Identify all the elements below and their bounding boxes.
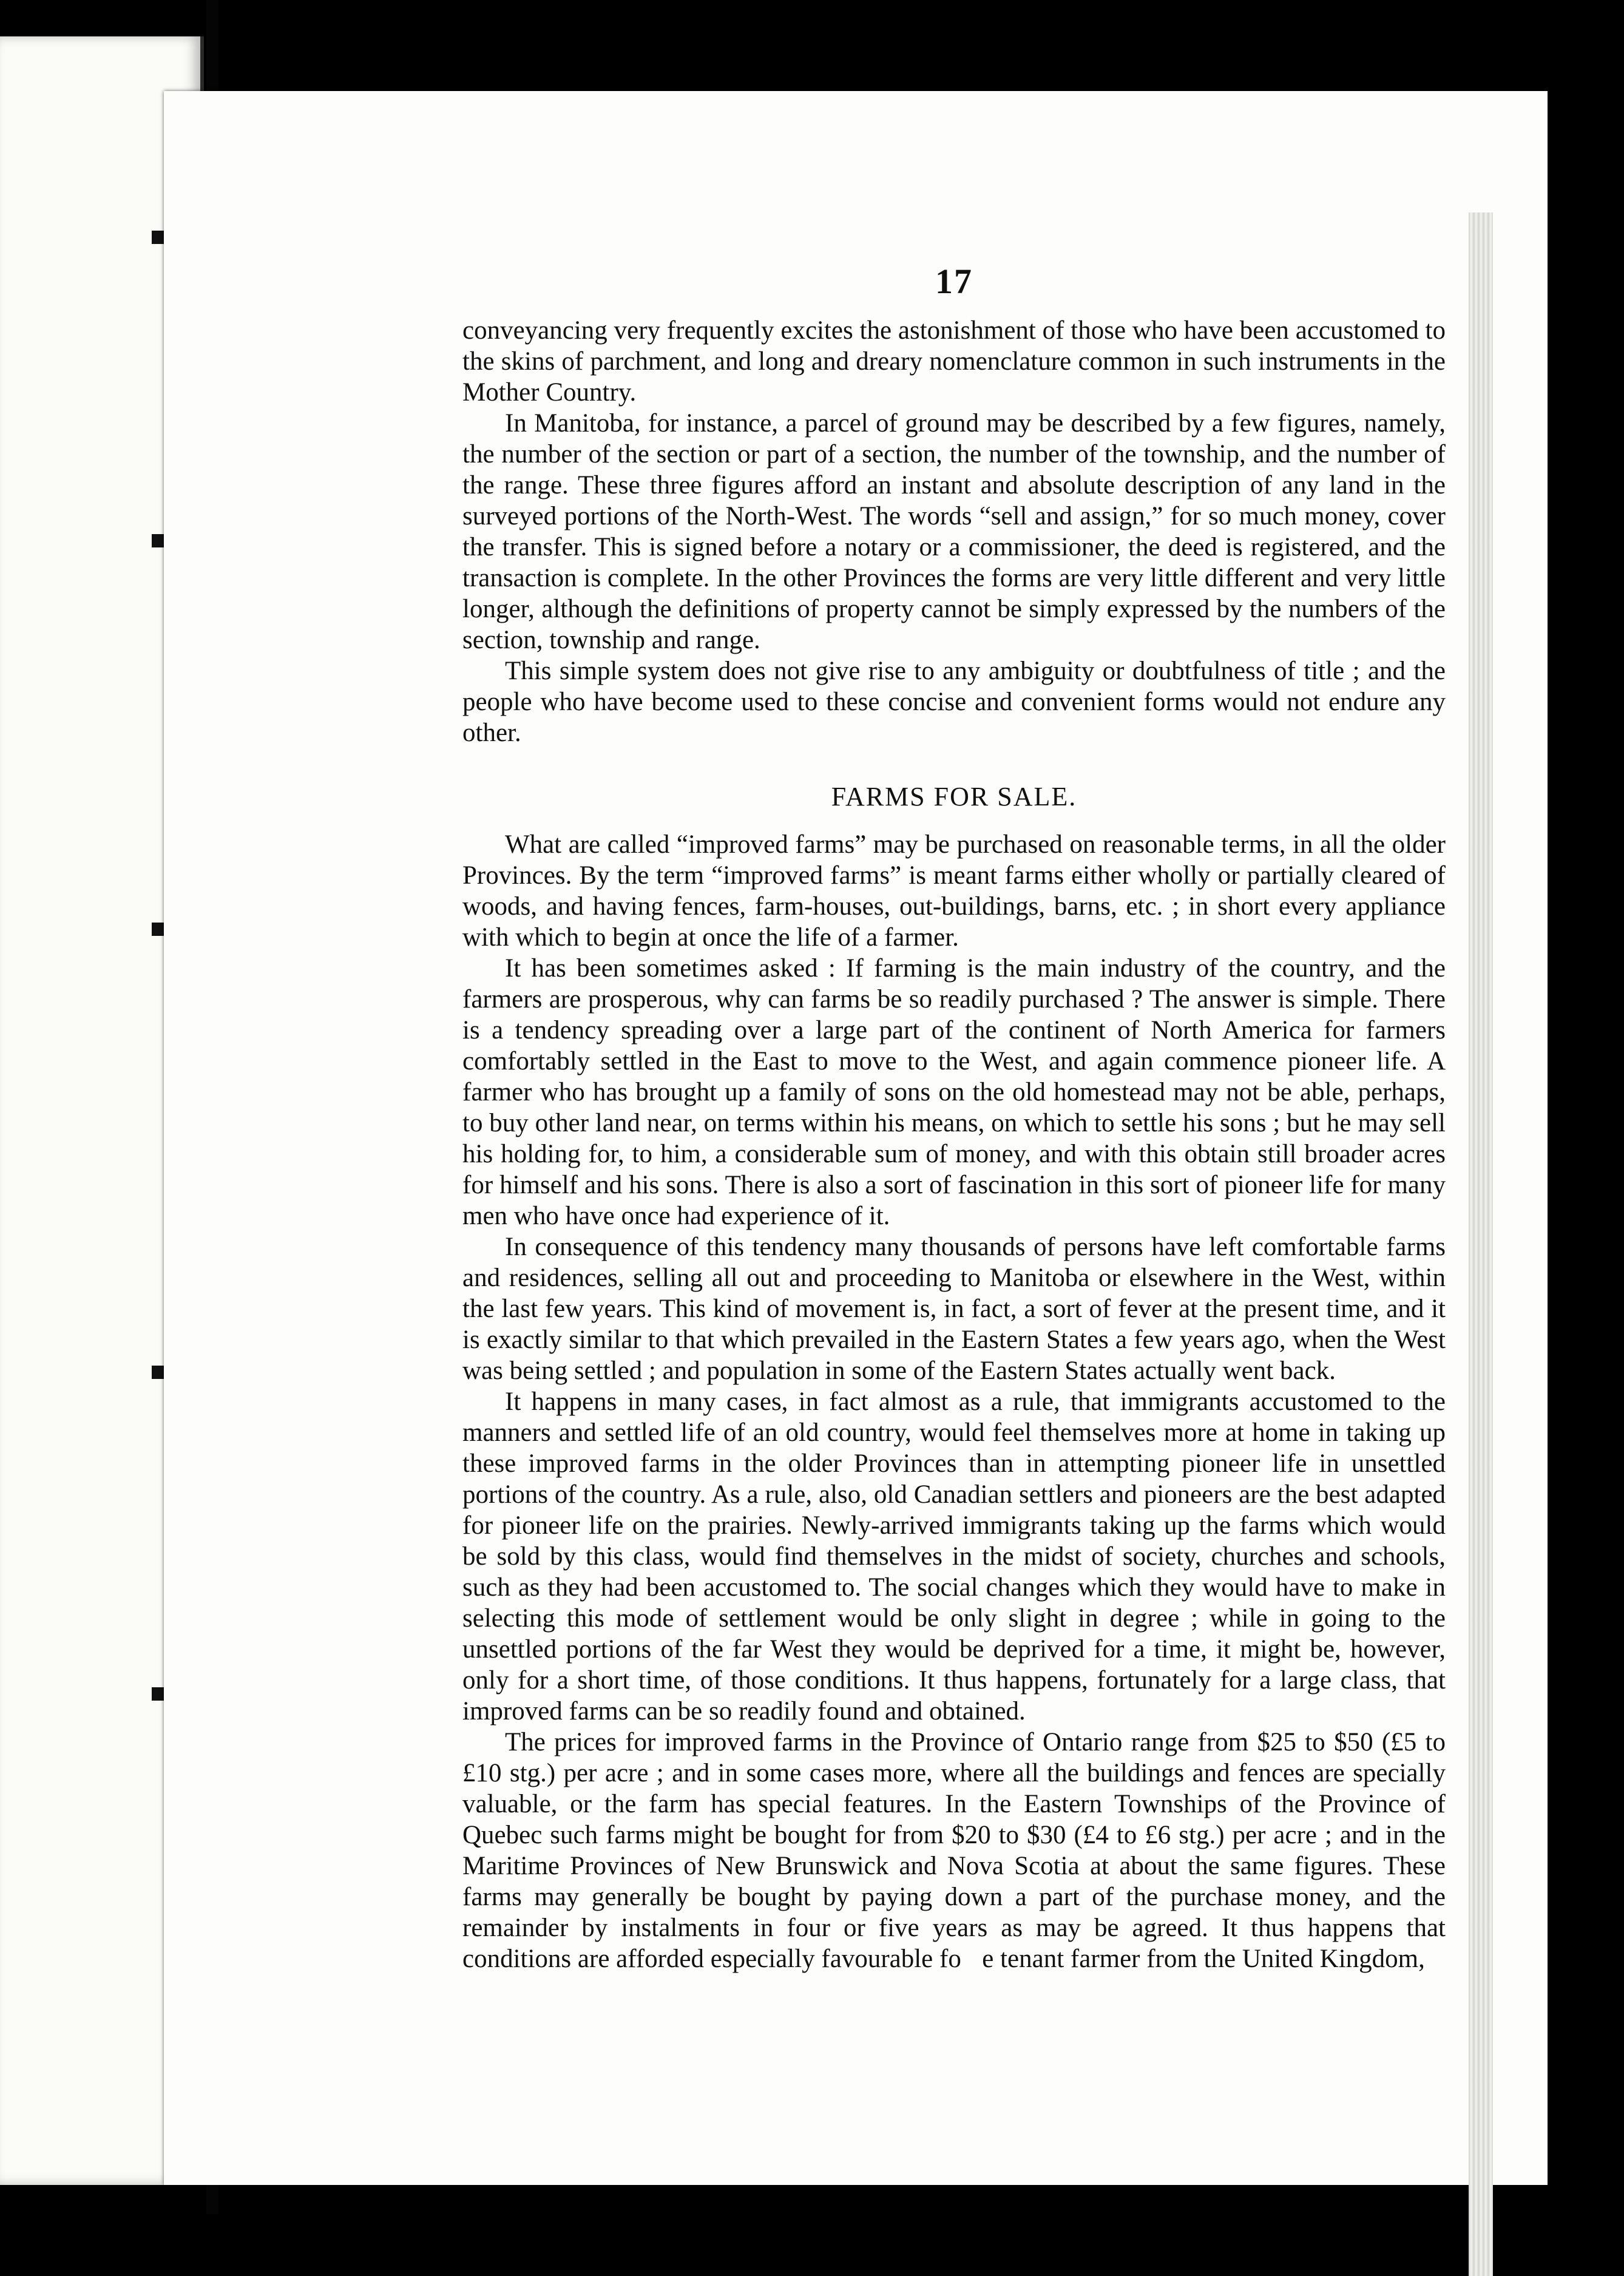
paragraphs-before-heading xyxy=(462,315,1446,748)
paragraph: The prices for improved farms in the Province of Ontario range from $25 to $50 (£5 to £10 stg.) per acre ; and in some cases more, where all the buildings and fences are specially valuable, or the farm has special features. In the Eastern Townships of the Province of Quebec such farms might be bought for from $20 to $30 (£4 to £6 stg.) per acre ; and in the Maritime Provinces of New Brunswick and Nova Scotia at about the same figures. These farms may generally be bought by paying down a part of the purchase money, and the remainder by instalments in four or five years as may be agreed. It thus happens that conditions are afforded especially favourable fo e tenant farmer from the United Kingdom, xyxy=(462,1728,1446,1973)
paragraph: This simple system does not give rise to any ambiguity or doubtfulness of title ; and the people who have become used to these concise and convenient forms would not endure any other. xyxy=(462,657,1446,747)
page-text-column xyxy=(462,261,1446,1974)
paragraph: It has been sometimes asked : If farming is the main industry of the country, and the farmers are prosperous, why can farms be so readily purchased ? The answer is simple. There is a tendency spreading over a large part of the continent of North America for farmers comfortably settled in the East to move to the West, and again commence pioneer life. A farmer who has brought up a family of sons on the old homestead may not be able, perhaps, to buy other land near, on terms within his means, on which to settle his sons ; but he may sell his holding for, to him, a considerable sum of money, and with this obtain still broader acres for himself and his sons. There is also a sort of fascination in this sort of pioneer life for many men who have once had experience of it. xyxy=(462,954,1446,1230)
paragraphs-after-heading xyxy=(462,829,1446,1974)
section-heading: FARMS FOR SALE. xyxy=(831,782,1077,811)
paragraph: In consequence of this tendency many thousands of persons have left comfortable farms and residences, selling all out and proceeding to Manitoba or elsewhere in the West, within the last few years. This kind of movement is, in fact, a sort of fever at the present time, and it is exactly similar to that which prevailed in the Eastern States a few years ago, when the West was being settled ; and population in some of the Eastern States actually went back. xyxy=(462,1233,1446,1385)
paragraph: In Manitoba, for instance, a parcel of ground may be described by a few figures, namely, the number of the section or part of a section, the number of the township, and the number of the range. These three figures afford an instant and absolute description of any land in the surveyed portions of the North-West. The words “sell and assign,” for so much money, cover the transfer. This is signed before a notary or a commissioner, the deed is registered, and the transaction is complete. In the other Provinces the forms are very little different and very little longer, although the definitions of property cannot be simply expressed by the numbers of the section, township and range. xyxy=(462,409,1446,654)
page-number: 17 xyxy=(935,262,973,301)
page-stack-edge xyxy=(1469,212,1493,2276)
paragraph: What are called “improved farms” may be purchased on reasonable terms, in all the older Provinces. By the term “improved farms” is meant farms either wholly or partially cleared of woods, and having fences, farm-houses, out-buildings, barns, etc. ; in short every appliance with which to begin at once the life of a farmer. xyxy=(462,830,1446,952)
paragraph: It happens in many cases, in fact almost as a rule, that immigrants accustomed to the manners and settled life of an old country, would feel themselves more at home in taking up these improved farms in the older Provinces than in attempting pioneer life in unsettled portions of the country. As a rule, also, old Canadian settlers and pioneers are the best adapted for pioneer life on the prairies. Newly-arrived immigrants taking up the farms which would be sold by this class, would find themselves in the midst of society, churches and schools, such as they had been accustomed to. The social changes which they would have to make in selecting this mode of settlement would be only slight in degree ; while in going to the unsettled portions of the far West they would be deprived for a time, it might be, however, only for a short time, of those conditions. It thus happens, fortunately for a large class, that improved farms can be so readily found and obtained. xyxy=(462,1387,1446,1726)
paragraph: conveyancing very frequently excites the astonishment of those who have been accustomed to the skins of parchment, and long and dreary nomenclature common in such instruments in the Mother Country. xyxy=(462,316,1446,407)
